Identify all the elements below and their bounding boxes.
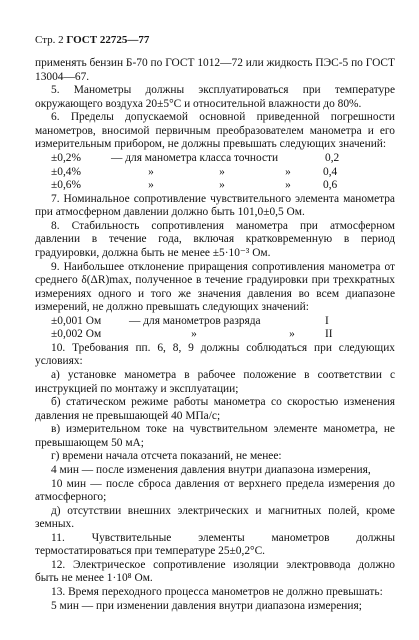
condition-g-2: 10 мин — после сброса давления от верхнего предела измерения до атмосферного; <box>35 477 395 504</box>
accuracy-value: ±0,6% <box>51 179 81 192</box>
page-header <box>35 34 395 47</box>
paragraph-6: 6. Пределы допускаемой основной приведенной погрешности манометров, вносимой первичным преобразователем манометра и его измерительным прибором, не должны превышать следующих значений: <box>35 111 395 151</box>
deviation-row <box>35 315 395 329</box>
ditto-mark: » <box>191 328 197 341</box>
ditto-mark: » <box>285 165 291 178</box>
paragraph-9: 9. Наибольшее отклонение приращения сопротивления манометра от среднего δ(ΔR)max, полученное в течение градуировки при трехкратных измерениях одного и того же значения давления во всем диапазоне измерений, не должно превышать следующих значений: <box>35 260 395 314</box>
deviation-text: — для манометров разряда <box>129 314 261 327</box>
accuracy-limits-table <box>35 152 395 193</box>
paragraph-13: 13. Время переходного процесса манометров не должно превышать: <box>51 586 383 599</box>
accuracy-value: ±0,2% <box>51 152 81 165</box>
paragraph-12: 12. Электрическое сопротивление изоляции электроввода должно быть не менее 1·10⁸ Ом. <box>35 558 395 585</box>
condition-g: г) времени начала отсчета показаний, не менее: <box>51 450 282 463</box>
paragraph-10: 10. Требования пп. 6, 8, 9 должны соблюдаться при следующих условиях: <box>35 341 395 368</box>
deviation-grade: II <box>325 328 333 341</box>
paragraph-7: 7. Номинальное сопротивление чувствительного элемента манометра при атмосферном давлении должно быть 101,0±0,5 Ом. <box>35 192 395 219</box>
ditto-mark: » <box>148 165 154 178</box>
condition-v: в) измерительном токе на чувствительном элементе манометра, не превышающем 50 мА; <box>35 423 395 449</box>
document-page <box>35 34 395 613</box>
accuracy-row <box>35 152 395 166</box>
paragraph-11: 11. Чувствительные элементы манометров должны термостатироваться при температуре 25±0,2°С. <box>35 531 395 558</box>
accuracy-text: — для манометра класса точности <box>111 152 279 165</box>
ditto-mark: » <box>219 179 225 192</box>
deviation-value: ±0,001 Ом <box>51 314 102 327</box>
accuracy-class: 0,2 <box>325 152 340 165</box>
paragraph-continued: применять бензин Б-70 по ГОСТ 1012—72 или жидкость ПЭС-5 по ГОСТ 13004—67. <box>35 57 395 83</box>
deviation-value: ±0,002 Ом <box>51 328 102 341</box>
accuracy-value: ±0,4% <box>51 165 81 178</box>
ditto-mark: » <box>285 179 291 192</box>
deviation-row <box>35 328 395 342</box>
condition-g-1: 4 мин — после изменения давления внутри диапазона измерения, <box>51 463 371 476</box>
accuracy-class: 0,4 <box>323 165 338 178</box>
accuracy-row <box>35 179 395 193</box>
ditto-mark: » <box>219 165 225 178</box>
page-number: Стр. 2 <box>35 34 64 46</box>
paragraph-13-a: 5 мин — при изменении давления внутри диапазона измерения; <box>51 599 362 612</box>
ditto-mark: » <box>289 328 295 341</box>
paragraph-8: 8. Стабильность сопротивления манометра при атмосферном давлении в течение года, включая кратковременную в период градуировки, должна быть не менее ±5·10⁻³ Ом. <box>35 219 395 259</box>
deviation-grade: I <box>325 314 329 327</box>
accuracy-class: 0,6 <box>323 179 338 192</box>
paragraph-5: 5. Манометры должны эксплуатироваться при температуре окружающего воздуха 20±5°С и относительной влажности до 80%. <box>35 84 395 110</box>
accuracy-row <box>35 166 395 180</box>
standard-number: ГОСТ 22725—77 <box>66 34 150 46</box>
ditto-mark: » <box>148 179 154 192</box>
condition-a: а) установке манометра в рабочее положение в соответствии с инструкцией по монтажу и эксплуатации; <box>35 369 395 395</box>
condition-d: д) отсутствии внешних электрических и магнитных полей, кроме земных. <box>35 504 395 531</box>
deviation-limits-table <box>35 315 395 342</box>
condition-b: б) статическом режиме работы манометра со скоростью изменения давления не превышающей 40 МПа/с; <box>35 396 395 422</box>
